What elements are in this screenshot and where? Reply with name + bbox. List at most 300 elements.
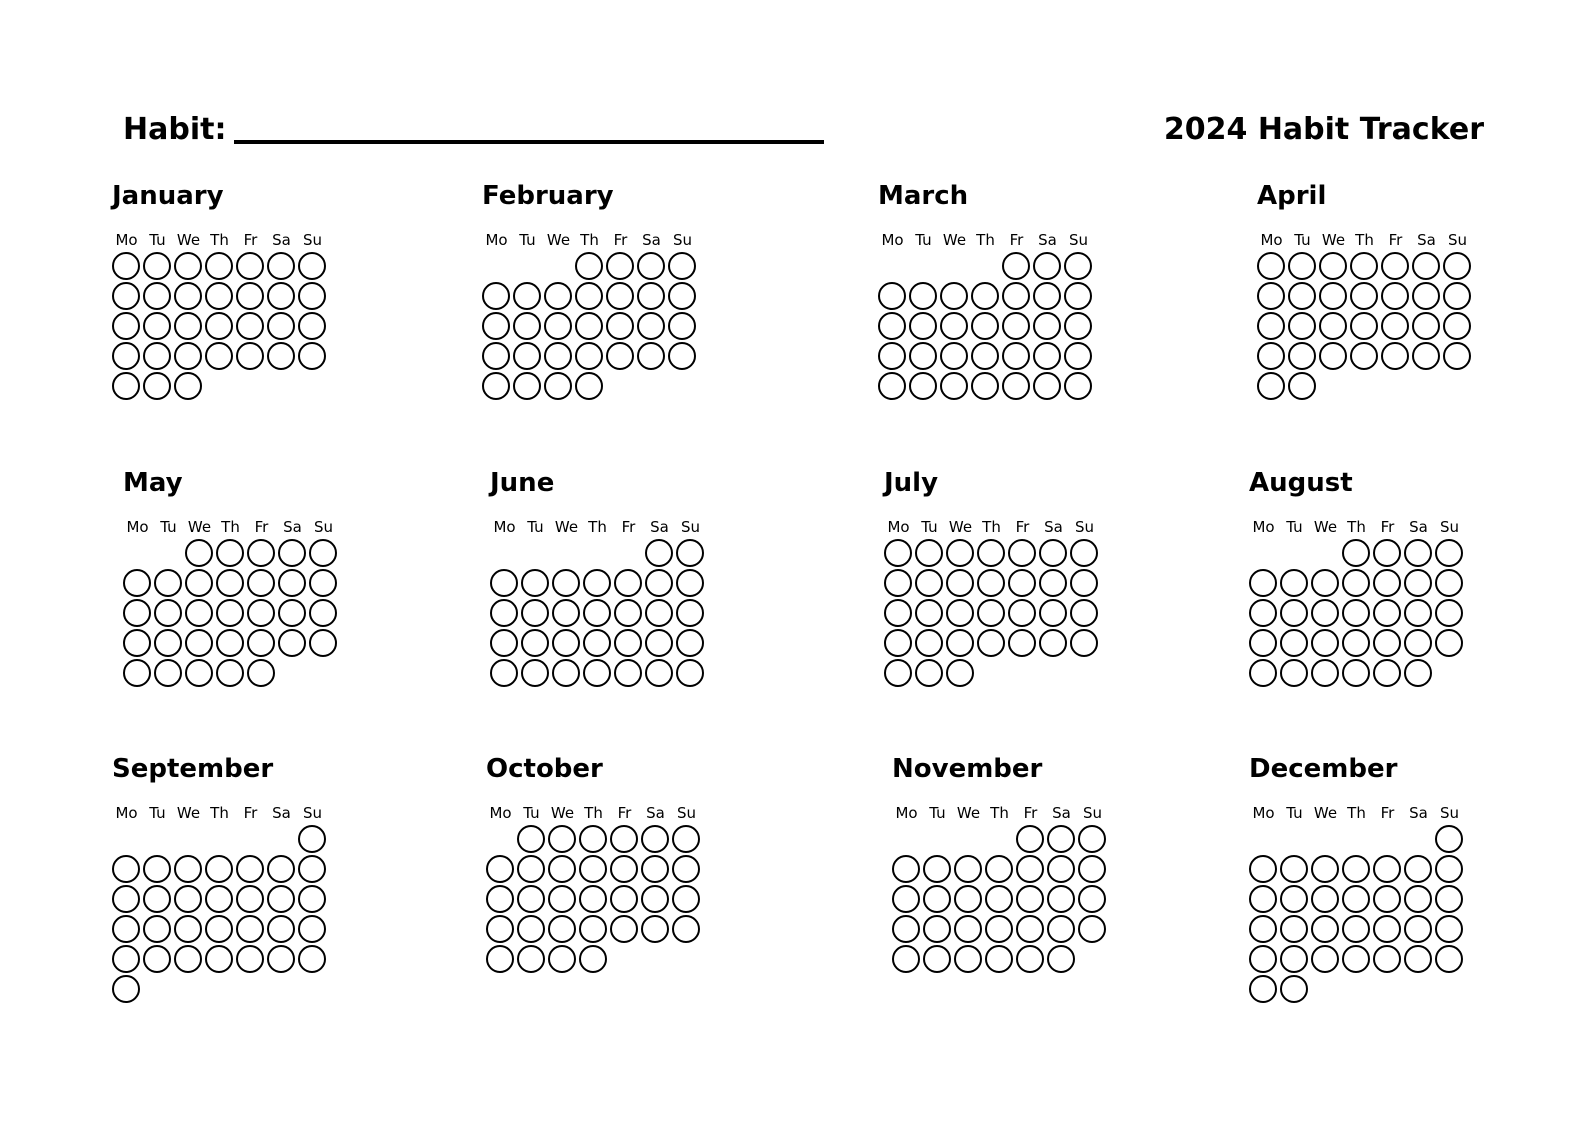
day-circle[interactable] bbox=[892, 915, 920, 943]
day-circle[interactable] bbox=[940, 342, 968, 370]
day-circle[interactable] bbox=[1435, 629, 1463, 657]
day-circle[interactable] bbox=[1249, 885, 1277, 913]
day-circle[interactable] bbox=[923, 885, 951, 913]
day-circle[interactable] bbox=[112, 855, 140, 883]
day-circle[interactable] bbox=[1249, 975, 1277, 1003]
day-circle[interactable] bbox=[1443, 252, 1471, 280]
day-circle[interactable] bbox=[1373, 539, 1401, 567]
day-circle[interactable] bbox=[548, 945, 576, 973]
day-circle[interactable] bbox=[575, 282, 603, 310]
day-circle[interactable] bbox=[548, 885, 576, 913]
day-circle[interactable] bbox=[985, 885, 1013, 913]
day-circle[interactable] bbox=[216, 629, 244, 657]
day-circle[interactable] bbox=[1047, 855, 1075, 883]
day-circle[interactable] bbox=[1342, 569, 1370, 597]
day-circle[interactable] bbox=[112, 312, 140, 340]
day-circle[interactable] bbox=[641, 855, 669, 883]
day-circle[interactable] bbox=[1280, 569, 1308, 597]
day-circle[interactable] bbox=[267, 342, 295, 370]
day-circle[interactable] bbox=[517, 855, 545, 883]
day-circle[interactable] bbox=[1002, 252, 1030, 280]
day-circle[interactable] bbox=[185, 629, 213, 657]
day-circle[interactable] bbox=[174, 342, 202, 370]
day-circle[interactable] bbox=[575, 372, 603, 400]
day-circle[interactable] bbox=[610, 825, 638, 853]
day-circle[interactable] bbox=[1016, 855, 1044, 883]
day-circle[interactable] bbox=[517, 825, 545, 853]
day-circle[interactable] bbox=[1319, 342, 1347, 370]
day-circle[interactable] bbox=[298, 282, 326, 310]
day-circle[interactable] bbox=[1008, 569, 1036, 597]
day-circle[interactable] bbox=[1381, 252, 1409, 280]
day-circle[interactable] bbox=[544, 372, 572, 400]
day-circle[interactable] bbox=[878, 312, 906, 340]
day-circle[interactable] bbox=[946, 599, 974, 627]
day-circle[interactable] bbox=[1404, 569, 1432, 597]
day-circle[interactable] bbox=[521, 599, 549, 627]
day-circle[interactable] bbox=[668, 342, 696, 370]
day-circle[interactable] bbox=[583, 569, 611, 597]
day-circle[interactable] bbox=[1039, 569, 1067, 597]
day-circle[interactable] bbox=[637, 312, 665, 340]
day-circle[interactable] bbox=[1404, 945, 1432, 973]
day-circle[interactable] bbox=[552, 629, 580, 657]
day-circle[interactable] bbox=[1381, 342, 1409, 370]
day-circle[interactable] bbox=[672, 885, 700, 913]
day-circle[interactable] bbox=[278, 629, 306, 657]
day-circle[interactable] bbox=[143, 342, 171, 370]
day-circle[interactable] bbox=[909, 372, 937, 400]
day-circle[interactable] bbox=[1373, 945, 1401, 973]
day-circle[interactable] bbox=[1443, 312, 1471, 340]
day-circle[interactable] bbox=[606, 312, 634, 340]
day-circle[interactable] bbox=[1039, 539, 1067, 567]
day-circle[interactable] bbox=[645, 539, 673, 567]
day-circle[interactable] bbox=[610, 885, 638, 913]
day-circle[interactable] bbox=[645, 659, 673, 687]
day-circle[interactable] bbox=[513, 342, 541, 370]
day-circle[interactable] bbox=[1047, 915, 1075, 943]
day-circle[interactable] bbox=[1342, 599, 1370, 627]
day-circle[interactable] bbox=[521, 659, 549, 687]
day-circle[interactable] bbox=[247, 569, 275, 597]
day-circle[interactable] bbox=[174, 372, 202, 400]
day-circle[interactable] bbox=[236, 342, 264, 370]
day-circle[interactable] bbox=[668, 312, 696, 340]
day-circle[interactable] bbox=[606, 342, 634, 370]
day-circle[interactable] bbox=[1047, 825, 1075, 853]
day-circle[interactable] bbox=[971, 372, 999, 400]
day-circle[interactable] bbox=[1039, 599, 1067, 627]
day-circle[interactable] bbox=[672, 855, 700, 883]
day-circle[interactable] bbox=[637, 342, 665, 370]
day-circle[interactable] bbox=[1311, 659, 1339, 687]
day-circle[interactable] bbox=[1288, 342, 1316, 370]
day-circle[interactable] bbox=[637, 252, 665, 280]
day-circle[interactable] bbox=[1342, 629, 1370, 657]
day-circle[interactable] bbox=[579, 915, 607, 943]
day-circle[interactable] bbox=[482, 312, 510, 340]
day-circle[interactable] bbox=[247, 659, 275, 687]
day-circle[interactable] bbox=[154, 629, 182, 657]
day-circle[interactable] bbox=[298, 855, 326, 883]
day-circle[interactable] bbox=[1257, 312, 1285, 340]
day-circle[interactable] bbox=[915, 599, 943, 627]
day-circle[interactable] bbox=[1064, 372, 1092, 400]
day-circle[interactable] bbox=[309, 629, 337, 657]
day-circle[interactable] bbox=[1257, 282, 1285, 310]
day-circle[interactable] bbox=[174, 885, 202, 913]
day-circle[interactable] bbox=[672, 915, 700, 943]
day-circle[interactable] bbox=[112, 342, 140, 370]
day-circle[interactable] bbox=[985, 945, 1013, 973]
day-circle[interactable] bbox=[1350, 282, 1378, 310]
day-circle[interactable] bbox=[486, 885, 514, 913]
day-circle[interactable] bbox=[482, 372, 510, 400]
day-circle[interactable] bbox=[971, 312, 999, 340]
day-circle[interactable] bbox=[174, 252, 202, 280]
day-circle[interactable] bbox=[236, 312, 264, 340]
day-circle[interactable] bbox=[884, 539, 912, 567]
day-circle[interactable] bbox=[977, 569, 1005, 597]
day-circle[interactable] bbox=[583, 659, 611, 687]
day-circle[interactable] bbox=[154, 659, 182, 687]
day-circle[interactable] bbox=[1033, 312, 1061, 340]
day-circle[interactable] bbox=[309, 569, 337, 597]
day-circle[interactable] bbox=[1249, 599, 1277, 627]
day-circle[interactable] bbox=[884, 629, 912, 657]
day-circle[interactable] bbox=[517, 915, 545, 943]
day-circle[interactable] bbox=[267, 945, 295, 973]
day-circle[interactable] bbox=[1064, 312, 1092, 340]
day-circle[interactable] bbox=[112, 372, 140, 400]
day-circle[interactable] bbox=[517, 885, 545, 913]
day-circle[interactable] bbox=[1249, 855, 1277, 883]
day-circle[interactable] bbox=[915, 539, 943, 567]
day-circle[interactable] bbox=[486, 855, 514, 883]
day-circle[interactable] bbox=[298, 915, 326, 943]
day-circle[interactable] bbox=[977, 539, 1005, 567]
day-circle[interactable] bbox=[205, 915, 233, 943]
day-circle[interactable] bbox=[915, 569, 943, 597]
day-circle[interactable] bbox=[521, 569, 549, 597]
day-circle[interactable] bbox=[892, 885, 920, 913]
day-circle[interactable] bbox=[521, 629, 549, 657]
day-circle[interactable] bbox=[123, 569, 151, 597]
day-circle[interactable] bbox=[1342, 539, 1370, 567]
day-circle[interactable] bbox=[298, 252, 326, 280]
day-circle[interactable] bbox=[267, 282, 295, 310]
day-circle[interactable] bbox=[247, 629, 275, 657]
habit-name-line[interactable] bbox=[234, 140, 824, 144]
day-circle[interactable] bbox=[490, 659, 518, 687]
day-circle[interactable] bbox=[1280, 855, 1308, 883]
day-circle[interactable] bbox=[1404, 539, 1432, 567]
day-circle[interactable] bbox=[668, 252, 696, 280]
day-circle[interactable] bbox=[185, 599, 213, 627]
day-circle[interactable] bbox=[154, 599, 182, 627]
day-circle[interactable] bbox=[205, 855, 233, 883]
day-circle[interactable] bbox=[1280, 945, 1308, 973]
day-circle[interactable] bbox=[1047, 885, 1075, 913]
day-circle[interactable] bbox=[278, 599, 306, 627]
day-circle[interactable] bbox=[513, 282, 541, 310]
day-circle[interactable] bbox=[1002, 342, 1030, 370]
day-circle[interactable] bbox=[614, 599, 642, 627]
day-circle[interactable] bbox=[1373, 599, 1401, 627]
day-circle[interactable] bbox=[1443, 282, 1471, 310]
day-circle[interactable] bbox=[946, 539, 974, 567]
day-circle[interactable] bbox=[123, 659, 151, 687]
day-circle[interactable] bbox=[946, 659, 974, 687]
day-circle[interactable] bbox=[513, 312, 541, 340]
day-circle[interactable] bbox=[954, 915, 982, 943]
day-circle[interactable] bbox=[1249, 629, 1277, 657]
day-circle[interactable] bbox=[676, 629, 704, 657]
day-circle[interactable] bbox=[1257, 372, 1285, 400]
day-circle[interactable] bbox=[143, 915, 171, 943]
day-circle[interactable] bbox=[971, 282, 999, 310]
day-circle[interactable] bbox=[1350, 252, 1378, 280]
day-circle[interactable] bbox=[1002, 282, 1030, 310]
day-circle[interactable] bbox=[668, 282, 696, 310]
day-circle[interactable] bbox=[143, 282, 171, 310]
day-circle[interactable] bbox=[236, 282, 264, 310]
day-circle[interactable] bbox=[143, 312, 171, 340]
day-circle[interactable] bbox=[174, 312, 202, 340]
day-circle[interactable] bbox=[1435, 539, 1463, 567]
day-circle[interactable] bbox=[1381, 282, 1409, 310]
day-circle[interactable] bbox=[954, 885, 982, 913]
day-circle[interactable] bbox=[1443, 342, 1471, 370]
day-circle[interactable] bbox=[1373, 569, 1401, 597]
day-circle[interactable] bbox=[954, 855, 982, 883]
day-circle[interactable] bbox=[174, 945, 202, 973]
day-circle[interactable] bbox=[236, 915, 264, 943]
day-circle[interactable] bbox=[1412, 312, 1440, 340]
day-circle[interactable] bbox=[1280, 599, 1308, 627]
day-circle[interactable] bbox=[971, 342, 999, 370]
day-circle[interactable] bbox=[544, 282, 572, 310]
day-circle[interactable] bbox=[216, 539, 244, 567]
day-circle[interactable] bbox=[486, 945, 514, 973]
day-circle[interactable] bbox=[486, 915, 514, 943]
day-circle[interactable] bbox=[1412, 252, 1440, 280]
day-circle[interactable] bbox=[641, 915, 669, 943]
day-circle[interactable] bbox=[1257, 342, 1285, 370]
day-circle[interactable] bbox=[940, 282, 968, 310]
day-circle[interactable] bbox=[923, 945, 951, 973]
day-circle[interactable] bbox=[1002, 312, 1030, 340]
day-circle[interactable] bbox=[606, 282, 634, 310]
day-circle[interactable] bbox=[923, 915, 951, 943]
day-circle[interactable] bbox=[544, 342, 572, 370]
day-circle[interactable] bbox=[267, 252, 295, 280]
day-circle[interactable] bbox=[676, 569, 704, 597]
day-circle[interactable] bbox=[123, 629, 151, 657]
day-circle[interactable] bbox=[579, 885, 607, 913]
day-circle[interactable] bbox=[1319, 252, 1347, 280]
day-circle[interactable] bbox=[583, 599, 611, 627]
day-circle[interactable] bbox=[298, 342, 326, 370]
day-circle[interactable] bbox=[1342, 945, 1370, 973]
day-circle[interactable] bbox=[267, 855, 295, 883]
day-circle[interactable] bbox=[185, 539, 213, 567]
day-circle[interactable] bbox=[610, 855, 638, 883]
day-circle[interactable] bbox=[614, 659, 642, 687]
day-circle[interactable] bbox=[1319, 312, 1347, 340]
day-circle[interactable] bbox=[143, 372, 171, 400]
day-circle[interactable] bbox=[575, 312, 603, 340]
day-circle[interactable] bbox=[1016, 915, 1044, 943]
day-circle[interactable] bbox=[1373, 915, 1401, 943]
day-circle[interactable] bbox=[878, 342, 906, 370]
day-circle[interactable] bbox=[236, 252, 264, 280]
day-circle[interactable] bbox=[1412, 342, 1440, 370]
day-circle[interactable] bbox=[1280, 659, 1308, 687]
day-circle[interactable] bbox=[174, 855, 202, 883]
day-circle[interactable] bbox=[1033, 372, 1061, 400]
day-circle[interactable] bbox=[1435, 945, 1463, 973]
day-circle[interactable] bbox=[298, 945, 326, 973]
day-circle[interactable] bbox=[1249, 915, 1277, 943]
day-circle[interactable] bbox=[309, 539, 337, 567]
day-circle[interactable] bbox=[1008, 629, 1036, 657]
day-circle[interactable] bbox=[552, 599, 580, 627]
day-circle[interactable] bbox=[548, 915, 576, 943]
day-circle[interactable] bbox=[1381, 312, 1409, 340]
day-circle[interactable] bbox=[1404, 855, 1432, 883]
day-circle[interactable] bbox=[517, 945, 545, 973]
day-circle[interactable] bbox=[1404, 599, 1432, 627]
day-circle[interactable] bbox=[1342, 855, 1370, 883]
day-circle[interactable] bbox=[1039, 629, 1067, 657]
day-circle[interactable] bbox=[309, 599, 337, 627]
day-circle[interactable] bbox=[278, 569, 306, 597]
day-circle[interactable] bbox=[216, 569, 244, 597]
day-circle[interactable] bbox=[1311, 599, 1339, 627]
day-circle[interactable] bbox=[1280, 629, 1308, 657]
day-circle[interactable] bbox=[1016, 825, 1044, 853]
day-circle[interactable] bbox=[985, 915, 1013, 943]
day-circle[interactable] bbox=[548, 855, 576, 883]
day-circle[interactable] bbox=[1249, 659, 1277, 687]
day-circle[interactable] bbox=[1002, 372, 1030, 400]
day-circle[interactable] bbox=[614, 629, 642, 657]
day-circle[interactable] bbox=[1342, 885, 1370, 913]
day-circle[interactable] bbox=[579, 825, 607, 853]
day-circle[interactable] bbox=[1311, 629, 1339, 657]
day-circle[interactable] bbox=[490, 569, 518, 597]
day-circle[interactable] bbox=[637, 282, 665, 310]
day-circle[interactable] bbox=[1288, 372, 1316, 400]
day-circle[interactable] bbox=[185, 569, 213, 597]
day-circle[interactable] bbox=[123, 599, 151, 627]
day-circle[interactable] bbox=[1435, 855, 1463, 883]
day-circle[interactable] bbox=[205, 342, 233, 370]
day-circle[interactable] bbox=[1070, 599, 1098, 627]
day-circle[interactable] bbox=[174, 282, 202, 310]
day-circle[interactable] bbox=[544, 312, 572, 340]
day-circle[interactable] bbox=[676, 599, 704, 627]
day-circle[interactable] bbox=[247, 599, 275, 627]
day-circle[interactable] bbox=[1373, 885, 1401, 913]
day-circle[interactable] bbox=[1288, 282, 1316, 310]
day-circle[interactable] bbox=[205, 282, 233, 310]
day-circle[interactable] bbox=[1249, 945, 1277, 973]
day-circle[interactable] bbox=[1311, 569, 1339, 597]
day-circle[interactable] bbox=[645, 599, 673, 627]
day-circle[interactable] bbox=[946, 629, 974, 657]
day-circle[interactable] bbox=[112, 915, 140, 943]
day-circle[interactable] bbox=[216, 659, 244, 687]
day-circle[interactable] bbox=[1311, 855, 1339, 883]
day-circle[interactable] bbox=[1350, 342, 1378, 370]
day-circle[interactable] bbox=[884, 569, 912, 597]
day-circle[interactable] bbox=[298, 885, 326, 913]
day-circle[interactable] bbox=[1373, 629, 1401, 657]
day-circle[interactable] bbox=[676, 539, 704, 567]
day-circle[interactable] bbox=[185, 659, 213, 687]
day-circle[interactable] bbox=[940, 312, 968, 340]
day-circle[interactable] bbox=[645, 569, 673, 597]
day-circle[interactable] bbox=[298, 825, 326, 853]
day-circle[interactable] bbox=[1280, 885, 1308, 913]
day-circle[interactable] bbox=[614, 569, 642, 597]
day-circle[interactable] bbox=[878, 372, 906, 400]
day-circle[interactable] bbox=[1078, 855, 1106, 883]
day-circle[interactable] bbox=[1257, 252, 1285, 280]
day-circle[interactable] bbox=[878, 282, 906, 310]
day-circle[interactable] bbox=[548, 825, 576, 853]
day-circle[interactable] bbox=[1249, 569, 1277, 597]
day-circle[interactable] bbox=[1047, 945, 1075, 973]
day-circle[interactable] bbox=[1008, 539, 1036, 567]
day-circle[interactable] bbox=[216, 599, 244, 627]
day-circle[interactable] bbox=[579, 945, 607, 973]
day-circle[interactable] bbox=[909, 342, 937, 370]
day-circle[interactable] bbox=[1070, 629, 1098, 657]
day-circle[interactable] bbox=[977, 599, 1005, 627]
day-circle[interactable] bbox=[672, 825, 700, 853]
day-circle[interactable] bbox=[909, 312, 937, 340]
day-circle[interactable] bbox=[1373, 855, 1401, 883]
day-circle[interactable] bbox=[205, 945, 233, 973]
day-circle[interactable] bbox=[552, 569, 580, 597]
day-circle[interactable] bbox=[610, 915, 638, 943]
day-circle[interactable] bbox=[1280, 915, 1308, 943]
day-circle[interactable] bbox=[1342, 659, 1370, 687]
day-circle[interactable] bbox=[1435, 915, 1463, 943]
day-circle[interactable] bbox=[490, 629, 518, 657]
day-circle[interactable] bbox=[490, 599, 518, 627]
day-circle[interactable] bbox=[236, 885, 264, 913]
day-circle[interactable] bbox=[1435, 825, 1463, 853]
day-circle[interactable] bbox=[1280, 975, 1308, 1003]
day-circle[interactable] bbox=[1288, 252, 1316, 280]
day-circle[interactable] bbox=[298, 312, 326, 340]
day-circle[interactable] bbox=[143, 855, 171, 883]
day-circle[interactable] bbox=[1435, 599, 1463, 627]
day-circle[interactable] bbox=[154, 569, 182, 597]
day-circle[interactable] bbox=[143, 885, 171, 913]
day-circle[interactable] bbox=[267, 312, 295, 340]
day-circle[interactable] bbox=[641, 885, 669, 913]
day-circle[interactable] bbox=[1064, 282, 1092, 310]
day-circle[interactable] bbox=[112, 252, 140, 280]
day-circle[interactable] bbox=[1404, 885, 1432, 913]
day-circle[interactable] bbox=[676, 659, 704, 687]
